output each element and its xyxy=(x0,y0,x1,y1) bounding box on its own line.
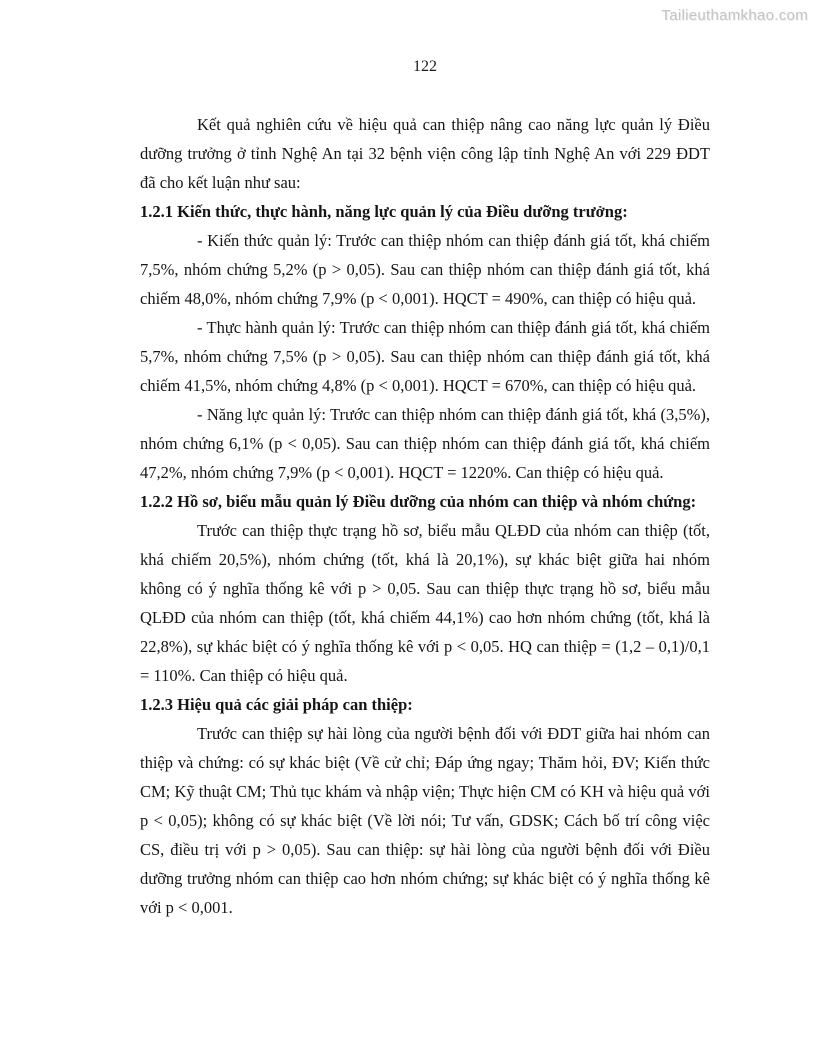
paragraph-intervention-effectiveness: Trước can thiệp sự hài lòng của người bệnh đối với ĐDT giữa hai nhóm can thiệp và chứng: có sự khác biệt (Về cử chỉ; Đáp ứng ngay; Thăm hỏi, ĐV; Kiến thức CM; Kỹ thuật CM; Thủ tục khám và nhập viện; Thực hiện CM có KH và hiệu quả với p < 0,05); không có sự khác biệt (Về lời nói; Tư vấn, GDSK; Cách bố trí công việc CS, điều trị với p > 0,05). Sau can thiệp: sự hài lòng của người bệnh đối với Điều dưỡng trưởng nhóm can thiệp cao hơn nhóm chứng; sự khác biệt có ý nghĩa thống kê với p < 0,001. xyxy=(140,724,710,917)
heading-1-2-3: 1.2.3 Hiệu quả các giải pháp can thiệp: xyxy=(140,695,413,714)
heading-1-2-2: 1.2.2 Hồ sơ, biểu mẫu quản lý Điều dưỡng của nhóm can thiệp và nhóm chứng: xyxy=(140,492,697,511)
heading-1-2-1: 1.2.1 Kiến thức, thực hành, năng lực quản lý của Điều dưỡng trưởng: xyxy=(140,202,628,221)
page-number: 122 xyxy=(413,58,437,75)
paragraph-intro: Kết quả nghiên cứu về hiệu quả can thiệp nâng cao năng lực quản lý Điều dưỡng trưởng ở tỉnh Nghệ An tại 32 bệnh viện công lập tỉnh Nghệ An với 229 ĐDT đã cho kết luận như sau: xyxy=(140,115,710,192)
watermark: Tailieuthamkhao.com xyxy=(661,7,808,24)
paragraph-records-forms: Trước can thiệp thực trạng hồ sơ, biểu mẫu QLĐD của nhóm can thiệp (tốt, khá chiếm 20,5%), nhóm chứng (tốt, khá là 20,1%), sự khác biệt giữa hai nhóm không có ý nghĩa thống kê với p > 0,05. Sau can thiệp thực trạng hồ sơ, biểu mẫu QLĐD của nhóm can thiệp (tốt, khá chiếm 44,1%) cao hơn nhóm chứng (tốt, khá là 22,8%), sự khác biệt có ý nghĩa thống kê với p < 0,05. HQ can thiệp = (1,2 – 0,1)/0,1 = 110%. Can thiệp có hiệu quả. xyxy=(140,521,710,685)
document-body xyxy=(140,110,710,922)
paragraph-practice-management: - Thực hành quản lý: Trước can thiệp nhóm can thiệp đánh giá tốt, khá chiếm 5,7%, nhóm chứng 7,5% (p > 0,05). Sau can thiệp nhóm can thiệp đánh giá tốt, khá chiếm 41,5%, nhóm chứng 4,8% (p < 0,001). HQCT = 670%, can thiệp có hiệu quả. xyxy=(140,318,710,395)
paragraph-capacity-management: - Năng lực quản lý: Trước can thiệp nhóm can thiệp đánh giá tốt, khá (3,5%), nhóm chứng 6,1% (p < 0,05). Sau can thiệp nhóm can thiệp đánh giá tốt, khá chiếm 47,2%, nhóm chứng 7,9% (p < 0,001). HQCT = 1220%. Can thiệp có hiệu quả. xyxy=(140,405,710,482)
paragraph-knowledge-management: - Kiến thức quản lý: Trước can thiệp nhóm can thiệp đánh giá tốt, khá chiếm 7,5%, nhóm chứng 5,2% (p > 0,05). Sau can thiệp nhóm can thiệp đánh giá tốt, khá chiếm 48,0%, nhóm chứng 7,9% (p < 0,001). HQCT = 490%, can thiệp có hiệu quả. xyxy=(140,231,710,308)
